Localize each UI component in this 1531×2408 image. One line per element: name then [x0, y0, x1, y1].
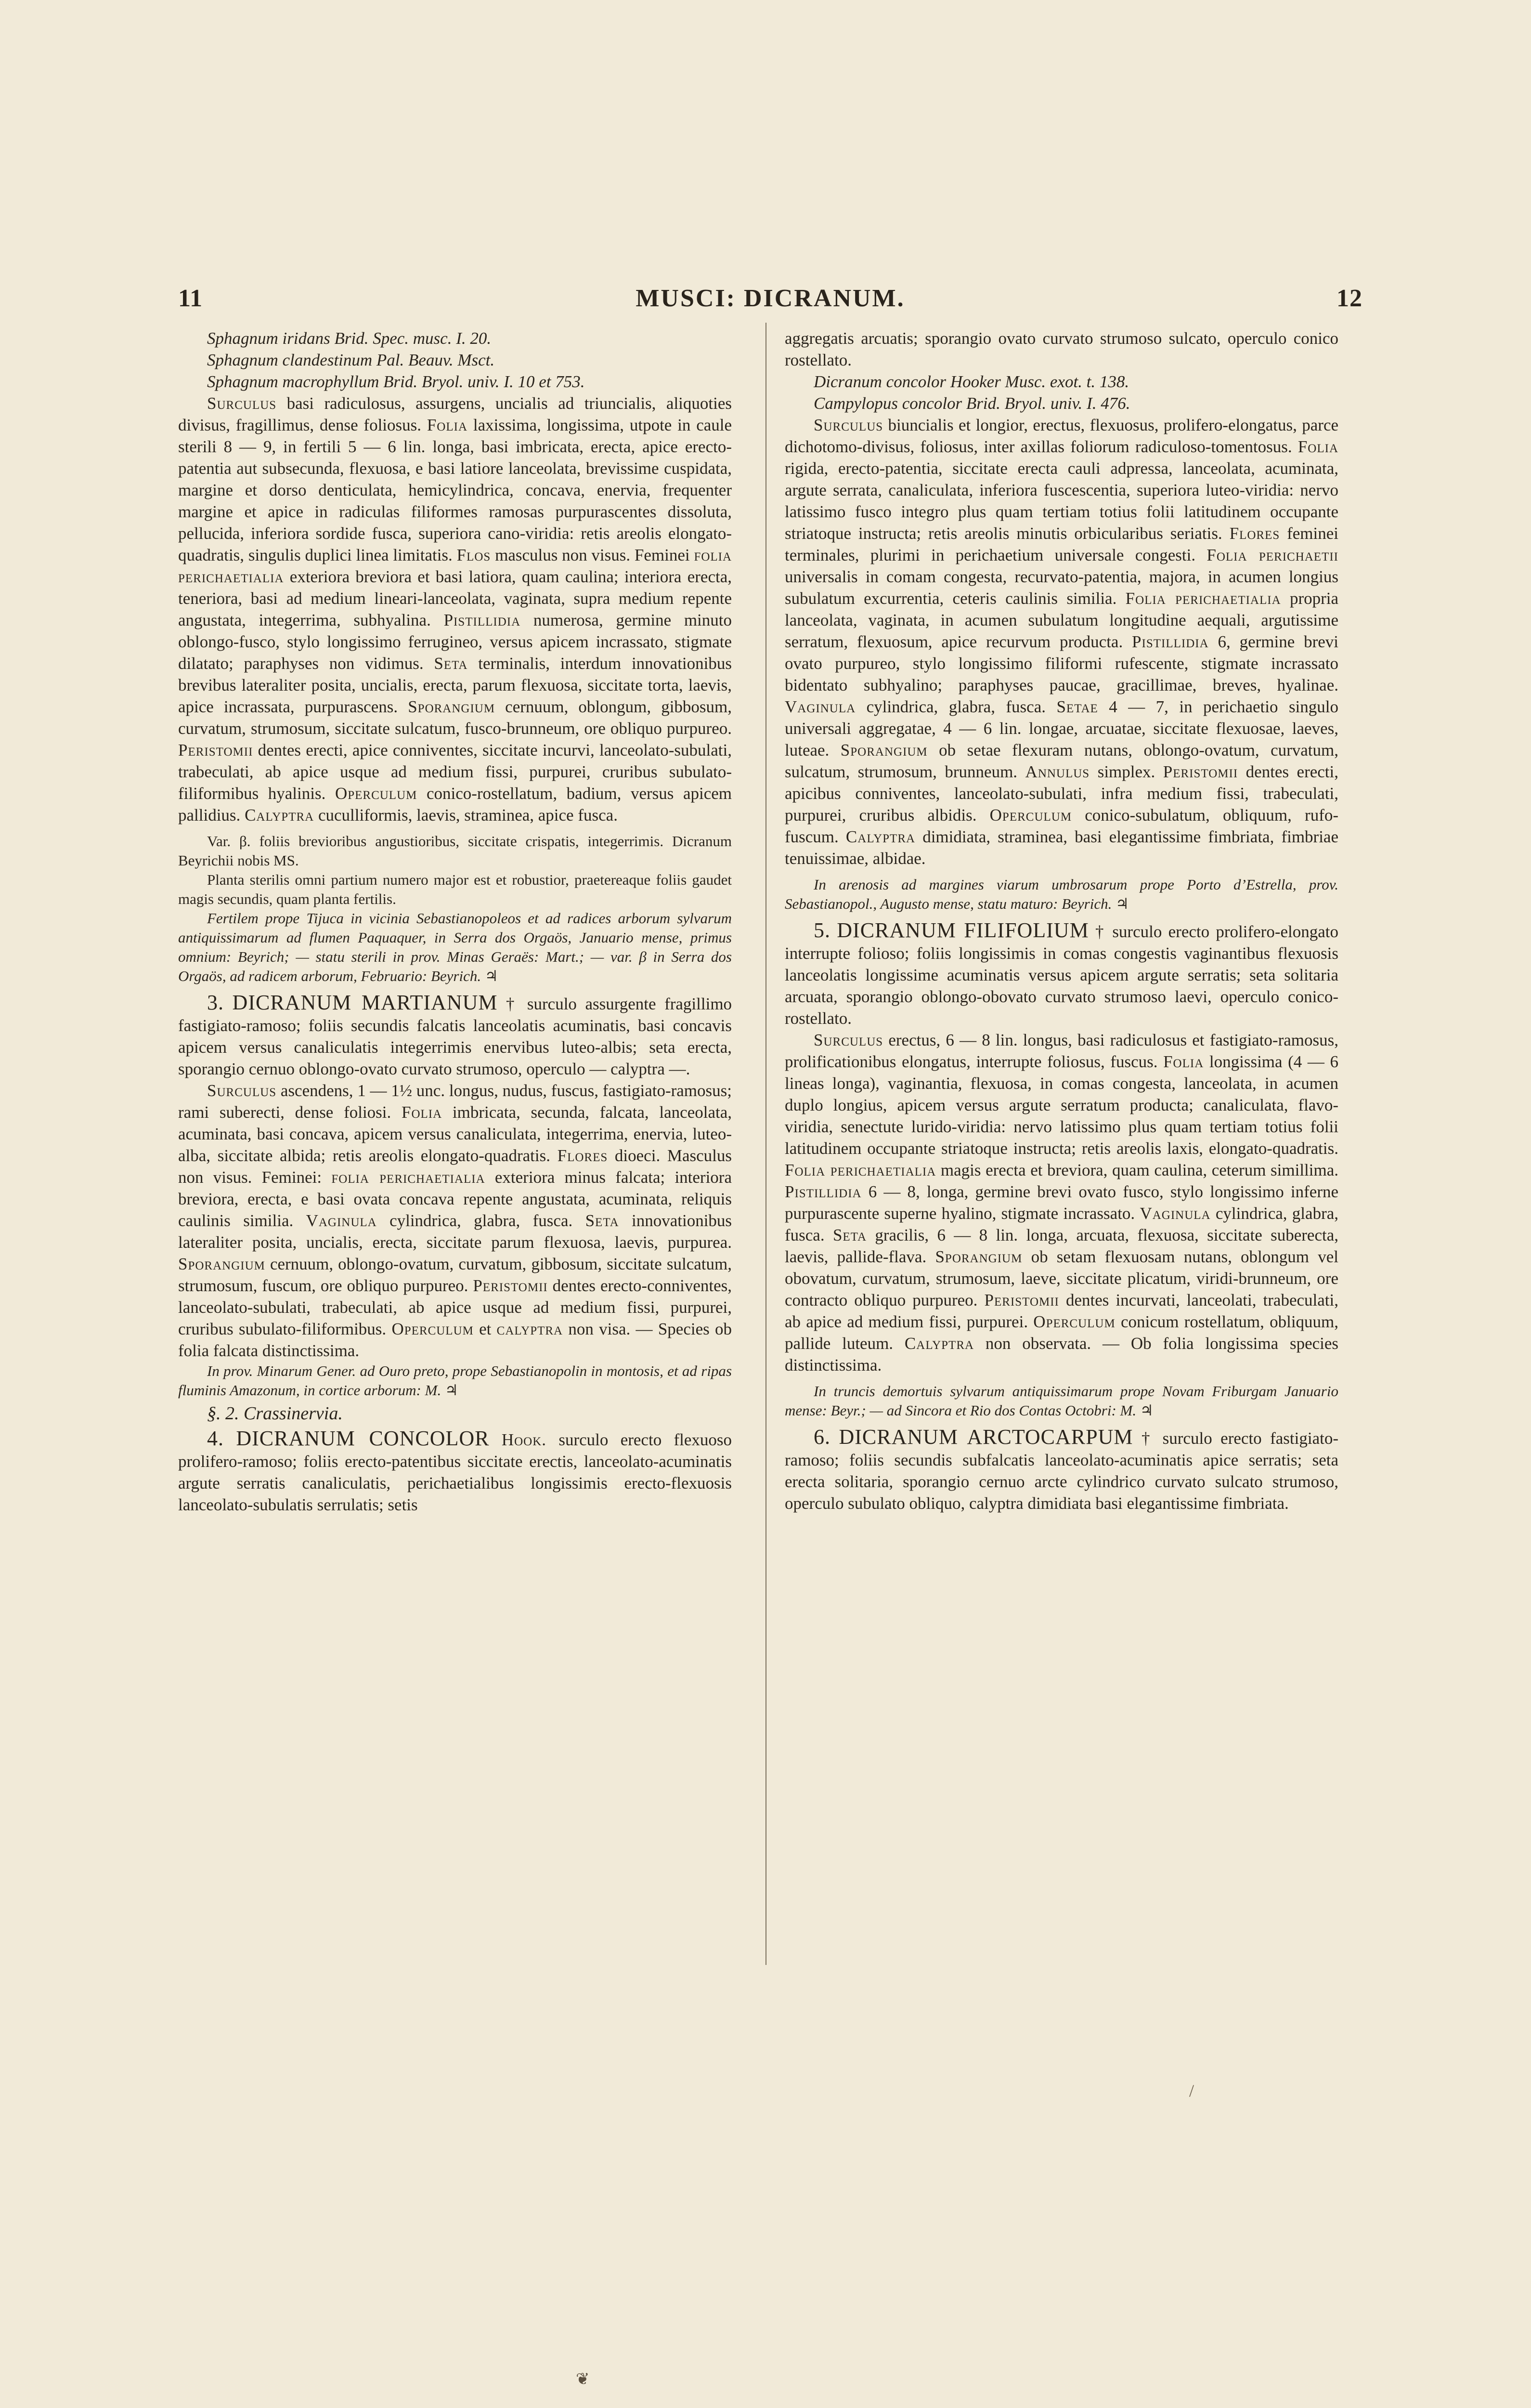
- term-text: dimidiata, straminea, basi elegantissime fimbriata, fimbriae tenuissimae, albidae.: [785, 827, 1339, 868]
- species-number: 5.: [814, 918, 830, 942]
- term-label: calyptra: [496, 1320, 563, 1338]
- diagnosis-text: surculo erecto flexuoso prolifero-ramoso; foliis erecto-patentibus siccitate erectis, lanceolato-acuminatis argute serratis canaliculatis, perichaetialibus longissimis erecto-flexuosis lanceolato-subulatis serrulatis; setis: [178, 1430, 732, 1514]
- term-label: Operculum: [335, 784, 417, 803]
- term-label: Folia: [1163, 1052, 1204, 1071]
- term-text: cuculliformis, laevis, straminea, apice fusca.: [318, 806, 618, 824]
- term-label: Surculus: [814, 1031, 883, 1049]
- synonym: Sphagnum iridans Brid. Spec. musc. I. 20.: [207, 329, 492, 348]
- term-label: Surculus: [814, 416, 883, 434]
- term-label: Vaginula: [1140, 1204, 1211, 1223]
- term-label: Pistillidia: [785, 1182, 862, 1201]
- term-label: Setae: [1056, 697, 1098, 716]
- habitat-note: In arenosis ad margines viarum umbrosarum prope Porto d’Estrella, prov. Sebastianopol., Augusto mense, statu maturo: Beyrich. ♃: [785, 876, 1338, 912]
- term-text: ob setam flexuosam nutans, oblongum vel obovatum, curvatum, strumosum, laeve, siccitate plicatum, viridi-brunneum, ore contracto obliquo purpureo.: [785, 1247, 1338, 1309]
- term-text: et: [479, 1320, 492, 1338]
- term-text: dentes erecti, apice conniventes, siccitate incurvi, lanceolato-subulati, trabeculati, ab apice usque ad medium fissi, purpurei, cruribus subulato-filiformibus hyalinis.: [178, 741, 732, 803]
- species-diagnosis: [178, 1427, 732, 1516]
- term-label: folia perichaetialia: [178, 546, 732, 586]
- diagnosis-text: surculo erecto prolifero-elongato interrupte folioso; foliis longissimis in comas congestis vaginantibus flexuosis lanceolatis longissime acuminatis versus apicem argute serratis; seta solitaria arcuata, sporangio oblongo-obovato curvato strumoso laevi, operculo conico-rostellato.: [785, 922, 1339, 1028]
- term-label: Sporangium: [178, 1255, 265, 1273]
- term-text: ascendens, 1 — 1½ unc. longus, nudus, fuscus, fastigiato-ramosus; rami suberecti, dense foliosi.: [178, 1081, 732, 1122]
- term-label: Annulus: [1025, 762, 1090, 781]
- term-label: Surculus: [207, 1081, 277, 1100]
- habitat-note: Fertilem prope Tijuca in vicinia Sebastianopoleos et ad radices arborum sylvarum antiquissimarum ad flumen Paquaquer, in Serra dos Orgaös, Januario mense, primus omnium: Beyrich; — statu sterili in prov. Minas Geraës: Mart.; — var. β in Serra dos Orgaös, ad radicem arborum, Februario: Beyrich. ♃: [178, 910, 732, 984]
- term-text: universalis in comam congesta, recurvato-patentia, majora, in acumen longius subulatum excurrentia, ceteris caulinis similia.: [785, 567, 1338, 608]
- term-text: simplex.: [1097, 762, 1155, 781]
- term-label: Calyptra: [845, 827, 916, 846]
- new-species-mark: †: [1141, 1429, 1155, 1448]
- species-diagnosis: [785, 919, 1338, 1029]
- term-text: numerosa, germine minuto oblongo-fusco, stylo longissimo ferrugineo, versus apicem incrassato, stigmate dilatato; paraphyses non vidimus.: [178, 611, 732, 673]
- term-text: feminei terminales, plurimi in perichaetium universale congesti.: [785, 524, 1339, 564]
- species-diagnosis: [178, 992, 732, 1080]
- term-text: exteriora minus falcata; interiora breviora, erecta, e basi ovata concava repente angustata, acuminata, reliquis caulinis similia.: [178, 1168, 732, 1230]
- term-label: Flos: [456, 546, 491, 564]
- term-label: Vaginula: [306, 1211, 377, 1230]
- term-text: non observata. — Ob folia longissima species distinctissima.: [785, 1334, 1339, 1374]
- habitat-note: In truncis demortuis sylvarum antiquissimarum prope Novam Friburgam Januario mense: Beyr.; — ad Sincora et Rio dos Contas Octobri: M. ♃: [785, 1383, 1338, 1419]
- species-name: DICRANUM ARCTOCARPUM: [839, 1425, 1133, 1449]
- footer-ornament: ❦: [576, 2370, 590, 2388]
- remark-note: Planta sterilis omni partium numero major est et robustior, praetereaque foliis gaudet magis secundis, quam planta fertilis.: [178, 871, 732, 907]
- term-text: 4 — 7, in perichaetio singulo universali aggregatae, 4 — 6 lin. longae, arcuatae, siccitate flexuosae, laeves, luteae.: [785, 697, 1339, 759]
- species-name: DICRANUM FILIFOLIUM: [837, 918, 1089, 942]
- new-species-mark: †: [506, 995, 519, 1013]
- term-text: rigida, erecto-patentia, siccitate erecta cauli adpressa, lanceolata, acuminata, argute serrata, canaliculata, inferiora fuscescentia, superiora luteo-viridia: nervo latissimo fusco integro plus quam tertiam totius folii latitudinem occupante striatoque instructa; retis areolis minutis orbicularibus seriatis.: [785, 459, 1338, 543]
- term-text: conico-subulatum, obliquum, rufo-fuscum.: [785, 806, 1339, 846]
- term-label: Operculum: [391, 1320, 474, 1338]
- term-text: cernuum, oblongo-ovatum, curvatum, gibbosum, siccitate sulcatum, strumosum, fuscum, ore obliquo purpureo.: [178, 1255, 732, 1295]
- description-paragraph: [178, 393, 732, 826]
- stray-pen-mark: /: [1189, 2081, 1194, 2100]
- diagnosis-text: surculo erecto fastigiato-ramoso; foliis secundis subfalcatis lanceolato-acuminatis apice serratis; seta erecta solitaria, sporangio cernuo arcte cylindrico curvato sulcato strumoso, operculo subulato obliquo, calyptra dimidiata basi elegantissime fimbriata.: [785, 1429, 1339, 1513]
- term-text: 6, germine brevi ovato purpureo, stylo longissimo filiformi rufescente, stigmate incrassato bidentato subhyalino; paraphyses paucae, gracillimae, breves, hyalinae.: [785, 632, 1339, 694]
- synonym: Dicranum concolor Hooker Musc. exot. t. 138.: [814, 372, 1129, 391]
- term-text: cylindrica, glabra, fusca.: [785, 1204, 1339, 1244]
- term-label: Seta: [585, 1211, 619, 1230]
- term-label: Sporangium: [408, 697, 495, 716]
- term-label: folia perichaetialia: [331, 1168, 485, 1187]
- term-text: magis erecta et breviora, quam caulina, ceterum simillima.: [940, 1161, 1338, 1179]
- variety-note: Var. β. foliis brevioribus angustioribus, siccitate crispatis, integerrimis. Dicranum Beyrichii nobis MS.: [178, 833, 732, 869]
- term-text: biuncialis et longior, erectus, flexuosus, prolifero-elongatus, parce dichotomo-divisus, foliosus, inter axillas foliorum radiculoso-tomentosus.: [785, 416, 1339, 456]
- species-number: 3.: [207, 991, 224, 1014]
- term-label: Calyptra: [904, 1334, 974, 1353]
- term-label: Peristomii: [984, 1291, 1059, 1309]
- term-label: Flores: [557, 1146, 608, 1165]
- term-label: Peristomii: [1163, 762, 1238, 781]
- right-column: [785, 327, 1338, 1514]
- term-text: dentes erecti, apicibus conniventes, lanceolato-subulati, infra medium fissi, trabeculati, purpurei, cruribus albidis.: [785, 762, 1339, 824]
- term-label: Flores: [1229, 524, 1280, 543]
- term-label: Vaginula: [785, 697, 856, 716]
- term-text: laxissima, longissima, utpote in caule sterili 8 — 9, in fertili 5 — 6 lin. longa, basi imbricata, erecta, apice erecto-patentia aut subsecunda, flexuosa, e basi latiore lanceolata, brevissime cuspidata, margine et dorso denticulata, hemicylindrica, concava, enervia, frequenter margine et apice in radiculas filiformes ramosas purpurascentes dissoluta, pellucida, inferiora sordide fusca, superiora cano-viridia: retis areolis elongato-quadratis, singulis duplici linea limitatis.: [178, 416, 732, 564]
- term-text: basi radiculosus, assurgens, uncialis ad triuncialis, aliquoties divisus, fragillimus, dense foliosus.: [178, 394, 732, 434]
- term-text: longissima (4 — 6 lineas longa), vaginantia, flexuosa, in comas congesta, lanceolata, in acumen duplo longius, apicem versus argute serratum producta; canaliculata, flavo-viridia, senectute lurido-viridia: nervo latissimo plus quam tertiam totius folii latitudinem occupante striatoque instructa; retis areolis laxis, elongato-quadratis.: [785, 1052, 1339, 1158]
- species-author: Hook.: [501, 1430, 547, 1449]
- term-label: Surculus: [207, 394, 277, 413]
- page-number-right: 12: [1336, 285, 1362, 312]
- species-number: 6.: [814, 1425, 830, 1449]
- term-text: ob setae flexuram nutans, oblongo-ovatum, curvatum, sulcatum, strumosum, brunneum.: [785, 741, 1338, 781]
- term-text: cernuum, oblongum, gibbosum, curvatum, strumosum, siccitate sulcatum, fusco-brunneum, ore obliquo purpureo.: [178, 697, 732, 738]
- term-label: Folia perichaetialia: [1125, 589, 1281, 608]
- term-text: imbricata, secunda, falcata, lanceolata, acuminata, basi concava, apicem versus canaliculata, integerrima, enervia, luteo-alba, siccitate albida; retis areolis elongato-quadratis.: [178, 1103, 732, 1165]
- term-text: 6 — 8, longa, germine brevi ovato fusco, stylo longissimo inferne purpurascente superne hyalino, stigmate incrassato.: [785, 1182, 1339, 1223]
- term-text: erectus, 6 — 8 lin. longus, basi radiculosus et fastigiato-ramosus, prolificationibus elongatus, interrupte foliosus, fuscus.: [785, 1031, 1338, 1071]
- term-text: cylindrica, glabra, fusca.: [389, 1211, 573, 1230]
- description-paragraph: [178, 1080, 732, 1361]
- term-text: dentes erecto-conniventes, lanceolato-subulati, trabeculati, ab apice usque ad medium fissi, purpurei, cruribus subulato-filiformibus.: [178, 1276, 732, 1338]
- description-paragraph: [785, 1029, 1338, 1376]
- page-header: [178, 284, 1362, 323]
- running-title: MUSCI: DICRANUM.: [636, 285, 905, 312]
- species-diagnosis: [785, 1426, 1338, 1514]
- term-label: Operculum: [989, 806, 1072, 824]
- term-text: conico-rostellatum, badium, versus apicem pallidius.: [178, 784, 732, 824]
- species-number: 4.: [207, 1426, 224, 1450]
- term-label: Calyptra: [245, 806, 314, 824]
- habitat-note: In prov. Minarum Gener. ad Ouro preto, prope Sebastianopolin in montosis, et ad ripas fluminis Amazonum, in cortice arborum: M. ♃: [178, 1362, 732, 1399]
- page-number-left: 11: [178, 285, 203, 312]
- term-label: Folia perichaetii: [1207, 546, 1338, 564]
- left-column: [178, 327, 732, 1516]
- term-text: innovationibus lateraliter posita, uncialis, erecta, siccitate parum flexuosa, laevis, purpurea.: [178, 1211, 732, 1252]
- term-label: Pistillidia: [1132, 632, 1209, 651]
- term-text: conicum rostellatum, obliquum, pallide luteum.: [785, 1312, 1339, 1353]
- term-text: dioeci. Masculus non visus. Feminei:: [178, 1146, 732, 1187]
- term-text: exteriora breviora et basi latiora, quam caulina; interiora erecta, teneriora, basi ad medium lineari-lanceolata, vaginata, supra medium repente angustata, integerrima, subhyalina.: [178, 567, 732, 629]
- term-text: propria lanceolata, vaginata, in acumen subulatum longitudine aequali, argutissime serratum, flexuosum, apice recurvum producta.: [785, 589, 1339, 651]
- term-label: Operculum: [1033, 1312, 1116, 1331]
- term-label: Seta: [434, 654, 468, 673]
- term-label: Folia: [401, 1103, 442, 1122]
- diagnosis-text: surculo assurgente fragillimo fastigiato-ramoso; foliis secundis falcatis lanceolatis acuminatis, basi concavis apicem versus canaliculatis integerrimis enervibus luteo-albis; seta erecta, sporangio cernuo oblongo-ovato curvato strumoso, operculo — calyptra —.: [178, 995, 732, 1078]
- synonym: Sphagnum macrophyllum Brid. Bryol. univ. I. 10 et 753.: [207, 372, 585, 391]
- synonym: Campylopus concolor Brid. Bryol. univ. I. 476.: [814, 394, 1130, 413]
- term-text: gracilis, 6 — 8 lin. longa, arcuata, flexuosa, siccitate suberecta, laevis, pallide-flava.: [785, 1226, 1339, 1266]
- term-label: Folia: [427, 416, 468, 434]
- term-label: Sporangium: [840, 741, 928, 759]
- term-text: cylindrica, glabra, fusca.: [866, 697, 1046, 716]
- description-paragraph: [785, 414, 1338, 869]
- term-text: non visa. — Species ob folia falcata distinctissima.: [178, 1320, 732, 1360]
- term-text: terminalis, interdum innovationibus brevibus lateraliter posita, uncialis, erecta, parum flexuosa, siccitate torta, laevis, apice incrassata, purpurascens.: [178, 654, 732, 716]
- term-text: dentes incurvati, lanceolati, trabeculati, ab apice ad medium fissi, purpurei.: [785, 1291, 1338, 1331]
- synonym: Sphagnum clandestinum Pal. Beauv. Msct.: [207, 351, 495, 369]
- species-name: DICRANUM CONCOLOR: [236, 1426, 490, 1450]
- term-label: Folia: [1297, 437, 1338, 456]
- species-name: DICRANUM MARTIANUM: [232, 991, 498, 1014]
- term-label: Sporangium: [935, 1247, 1023, 1266]
- section-heading: §. 2. Crassinervia.: [207, 1403, 343, 1424]
- term-label: Folia perichaetialia: [785, 1161, 936, 1179]
- term-text: masculus non visus. Feminei: [495, 546, 690, 564]
- term-label: Peristomii: [473, 1276, 548, 1295]
- term-label: Pistillidia: [443, 611, 521, 629]
- continued-text: aggregatis arcuatis; sporangio ovato curvato strumoso sulcato, operculo conico rostellato.: [785, 329, 1338, 369]
- new-species-mark: †: [1095, 922, 1106, 941]
- term-label: Seta: [832, 1226, 867, 1244]
- term-label: Peristomii: [178, 741, 253, 759]
